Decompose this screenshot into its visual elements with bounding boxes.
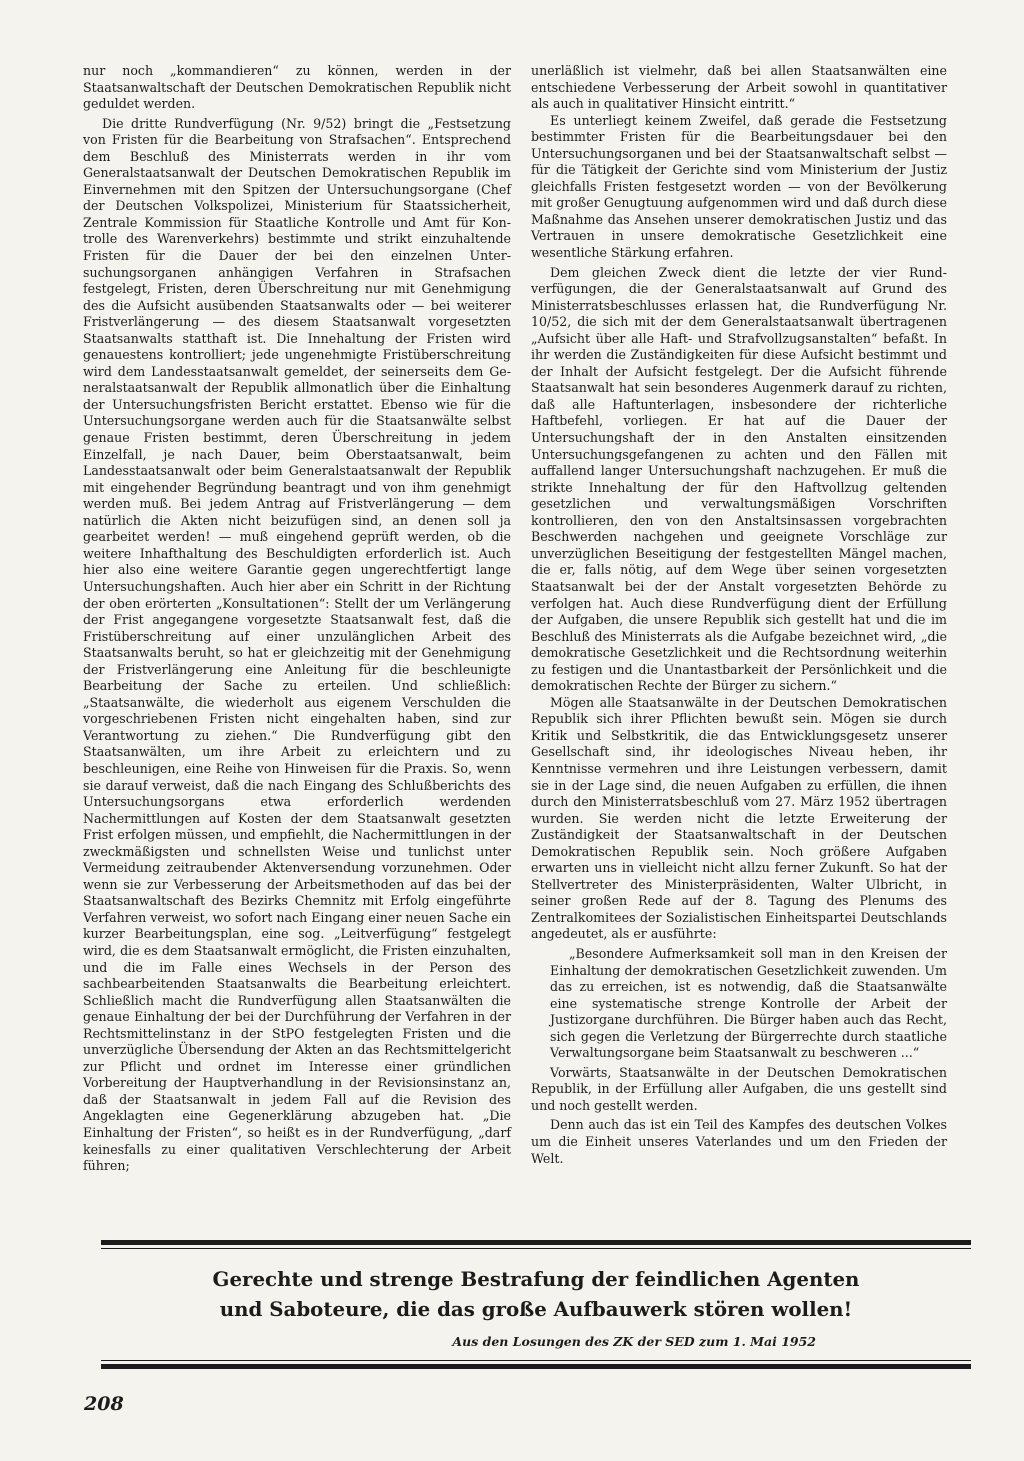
right-column [531,63,947,1167]
paragraph: Mögen alle Staatsanwälte in der Deutschen Demokratischen Republik sich ihrer Pflichten bewußt sein. Mögen sie durch Kritik und Selbstkritik, die das Entwicklungsgesetz unserer Gesellschaft sind, ihr ideologisches Niveau heben, ihr Kenntnisse vermehren und ihre Leistungen verbessern, damit sie in der Lage sind, die neuen Aufgaben zu erfüllen, die ihnen durch den Ministerratsbeschluß vom 27. März 1952 übertragen wurden. Sie werden nicht die letzte Erweiterung der Zuständigkeit der Staatsanwaltschaft in der Deutschen Demokratischen Republik sein. Noch größere Aufgaben erwarten uns in vielleicht nicht allzu ferner Zukunft. So hat der Stellvertreter des Ministerpräsidenten, Walter Ulbricht, in seiner großen Rede auf der 8. Tagung des Plenums des Zentralkomitees der Sozialistischen Einheitspartei Deutschlands angedeutet, als er ausführte: [531,694,947,942]
paragraph: nur noch „kommandieren“ zu können, werden in der Staatsanwaltschaft der Deutschen Demokratischen Republik nicht geduldet werden. [83,63,511,112]
paragraph: unerläßlich ist vielmehr, daß bei allen Staatsanwälten eine entschiedene Verbesserung der Arbeit sowohl in quantitativer als auch in qualitativer Hinsicht eintritt.“ [531,63,947,112]
paragraph: Denn auch das ist ein Teil des Kampfes des deutschen Volkes um die Einheit unseres Vaterlandes und um den Frieden der Welt. [531,1117,947,1166]
page-number: 208 [84,1393,124,1415]
paragraph: Dem gleichen Zweck dient die letzte der vier Rundverfügungen, die der Generalstaatsanwalt auf Grund des Ministerratsbeschlusses erlassen hat, die Rundverfügung Nr. 10/52, die sich mit der dem Generalstaatsanwalt übertragenen „Aufsicht über alle Haft- und Strafvollzugsanstalten“ befaßt. In ihr werden die Zuständigkeiten für diese Aufsicht bestimmt und der Inhalt der Aufsicht festgelegt. Der die Aufsicht führende Staatsanwalt hat sein besonderes Augenmerk darauf zu richten, daß alle Haftunterlagen, insbesondere der richterliche Haftbefehl, vorliegen. Er hat auf die Dauer der Untersuchungshaft der in den Anstalten einsitzenden Untersuchungsgefangenen zu achten und den Fällen mit auffallend langer Untersuchungshaft nachzugehen. Er muß die strikte Innehaltung der für den Haftvollzug geltenden gesetzlichen und verwaltungsmäßigen Vorschriften kontrollieren, den von den Anstaltsinsassen vorgebrachten Beschwerden nachgehen und geeignete Vorschläge zur unverzüglichen Beseitigung der festgestellten Mängel machen, die er, falls nötig, auf dem Wege über seinen vorgesetzten Staatsanwalt bei der der Anstalt vorgesetzten Behörde zu verfolgen hat. Auch diese Rundverfügung dient der Erfüllung der Aufgaben, die unsere Republik sich gestellt hat und die im Beschluß des Ministerrats als die Aufgabe bezeichnet wird, „die demokratische Gesetzlichkeit und die Rechtsordnung weiterhin zu festigen und die Unantastbarkeit der Persönlichkeit und die demokratischen Rechte der Bürger zu sichern.“ [531,264,947,694]
slogan-source: Aus den Losungen des ZK der SED zum 1. Mai 1952 [452,1334,816,1349]
paragraph: Die dritte Rundverfügung (Nr. 9/52) bringt die „Festsetzung von Fristen für die Bearbeitung von Strafsachen“. Entsprechend dem Beschluß des Ministerrats werden in ihr vom Generalstaatsanwalt der Deutschen Demokratischen Republik im Einvernehmen mit den Spitzen der Untersuchungsorgane (Chef der Deutschen Volkspolizei, Ministerium für Staatssicherheit, Zentrale Kommission für Staatliche Kontrolle und Amt für Kontrolle des Warenverkehrs) bestimmte und strikt einzuhaltende Fristen für die Dauer der bei den einzelnen Untersuchungsorganen anhängigen Verfahren in Strafsachen festgelegt, Fristen, deren Überschreitung nur mit Genehmigung des die Aufsicht ausübenden Staatsanwalts oder — bei weiterer Fristverlängerung — des diesem Staatsanwalt vorgesetzten Staatsanwalts statthaft ist. Die Innehaltung der Fristen wird genauestens kontrolliert; jede ungenehmigte Fristüberschreitung wird dem Landesstaatsanwalt gemeldet, der seinerseits dem Generalstaatsanwalt der Republik allmonatlich über die Einhaltung der Untersuchungsfristen Bericht erstattet. Ebenso wie für die Untersuchungsorgane werden auch für die Staatsanwälte selbst genaue Fristen bestimmt, deren Überschreitung in jedem Einzelfall, je nach Dauer, beim Oberstaatsanwalt, beim Landesstaatsanwalt oder beim Generalstaatsanwalt der Republik mit eingehender Begründung beantragt und von ihm genehmigt werden muß. Bei jedem Antrag auf Fristverlängerung — dem natürlich die Akten nicht beizufügen sind, an denen soll ja gearbeitet werden! — muß eingehend geprüft werden, ob die weitere Inhafthaltung des Beschuldigten erforderlich ist. Auch hier also eine weitere Garantie gegen ungerechtfertigt lange Untersuchungshaften. Auch hier aber ein Schritt in der Richtung der oben erörterten „Konsultationen“: Stellt der um Verlängerung der Frist angegangene vorgesetzte Staatsanwalt fest, daß die Fristüberschreitung auf einer unzulänglichen Arbeit des Staatsanwalts beruht, so hat er gleichzeitig mit der Genehmigung der Fristverlängerung eine Anleitung für die beschleunigte Bearbeitung der Sache zu erteilen. Und schließlich: „Staatsanwälte, die wiederholt aus eigenem Verschulden die vorgeschriebenen Fristen nicht eingehalten haben, sind zur Verantwortung zu ziehen.“ Die Rundverfügung gibt den Staatsanwälten, um ihre Arbeit zu erleichtern und zu beschleunigen, eine Reihe von Hinweisen für die Praxis. So, wenn sie darauf verweist, daß die nach Eingang des Schlußberichts des Untersuchungsorgans etwa erforderlich werdenden Nachermittlungen auf Kosten der dem Staatsanwalt gesetzten Frist erfolgen müssen, und empfiehlt, die Nachermittlungen in der zweckmäßigsten und schnellsten Weise und tunlichst unter Vermeidung zeitraubender Aktenversendung vorzunehmen. Oder wenn sie zur Verbesserung der Arbeitsmethoden auf das bei der Staatsanwaltschaft des Bezirks Chemnitz mit Erfolg eingeführte Verfahren verweist, wo sofort nach Eingang einer neuen Sache ein kurzer Bearbeitungsplan, eine sog. „Leitverfügung“ festgelegt wird, die es dem Staatsanwalt ermöglicht, die Fristen einzuhalten, und die im Falle eines Wechsels in der Person des sachbearbeitenden Staatsanwalts die Bearbeitung erleichtert. Schließlich macht die Rundverfügung allen Staatsanwälten die genaue Einhaltung der bei der Durchführung der Verfahren in der Rechtsmittelinstanz in der StPO festgelegten Fristen und die unverzügliche Übersendung der Akten an das Rechtsmittelgericht zur Pflicht und ordnet im Interesse einer gründlichen Vorbereitung der Hauptverhandlung in der Revisionsinstanz an, daß der Staatsanwalt in jedem Fall auf die Revision des Angeklagten eine Gegenerklärung abzugeben hat. „Die Einhaltung der Fristen“, so heißt es in der Rundverfügung, „darf keinesfalls zu einer qualitativen Verschlechterung der Arbeit führen; [83,115,511,1174]
slogan-bottom-rule-thin [101,1360,971,1361]
slogan-line-2: und Saboteure, die das große Aufbauwerk stören wollen! [219,1297,853,1321]
slogan-line-1: Gerechte und strenge Bestrafung der feindlichen Agenten [212,1267,860,1291]
slogan-bottom-rule [101,1364,971,1369]
slogan-top-rule [101,1240,971,1245]
paragraph: Es unterliegt keinem Zweifel, daß gerade die Festsetzung bestimmter Fristen für die Bearbeitungsdauer bei den Untersuchungsorganen und bei der Staatsanwaltschaft selbst — für die Tätigkeit der Gerichte sind vom Ministerium der Justiz gleichfalls Fristen festgesetzt worden — von der Bevölkerung mit großer Genugtuung aufgenommen wird und daß durch diese Maßnahme das Ansehen unserer demokratischen Justiz und das Vertrauen in unsere demokratische Gesetzlichkeit eine wesentliche Stärkung erfahren. [531,112,947,261]
quotation: „Besondere Aufmerksamkeit soll man in den Kreisen der Einhaltung der demokratischen Gesetzlichkeit zuwenden. Um das zu erreichen, ist es notwendig, daß die Staatsanwälte eine systematische strenge Kontrolle der Arbeit der Justizorgane durchführen. Die Bürger haben auch das Recht, sich gegen die Verletzung der Bürgerrechte durch staatliche Verwaltungsorgane beim Staatsanwalt zu beschweren ...“ [550,945,947,1061]
paragraph: Vorwärts, Staatsanwälte in der Deutschen Demokratischen Republik, in der Erfüllung aller Aufgaben, die uns gestellt sind und noch gestellt werden. [531,1064,947,1113]
slogan-top-rule-thin [101,1248,971,1249]
left-column [83,63,511,1175]
